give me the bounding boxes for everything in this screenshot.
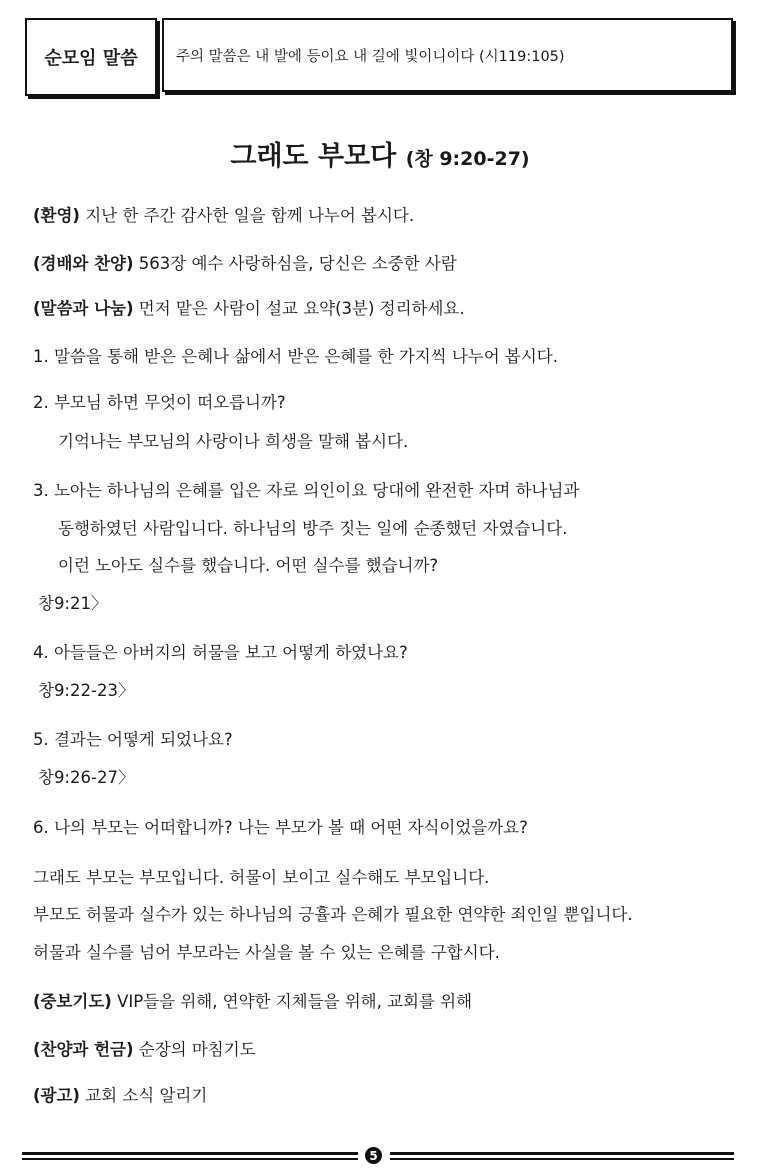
section-text: 순장의 마침기도 [133, 1040, 256, 1059]
section-word [33, 295, 465, 319]
question-6: 6. 나의 부모는 어떠합니까? 나는 부모가 볼 때 어떤 자식이었을까요? [33, 818, 528, 837]
question-2: 2. 부모님 하면 무엇이 떠오릅니까? [33, 393, 286, 412]
header-label: 순모임 말씀 [44, 48, 138, 69]
question-4-ref: 창9:22-23〉 [38, 681, 135, 700]
page-number: 5 [365, 1147, 382, 1164]
header [25, 18, 737, 96]
question-3-line2: 동행하였던 사람입니다. 하나님의 방주 짓는 일에 순종했던 자였습니다. [58, 519, 568, 538]
section-text: 563장 예수 사랑하심을, 당신은 소중한 사람 [133, 254, 457, 273]
page-title [0, 134, 760, 173]
question-4: 4. 아들들은 아버지의 허물을 보고 어떻게 하였나요? [33, 643, 408, 662]
section-label: (광고) [33, 1086, 80, 1105]
footer-rule-left [22, 1152, 358, 1160]
question-3-line3: 이런 노아도 실수를 했습니다. 어떤 실수를 했습니까? [58, 556, 439, 575]
header-verse: 주의 말씀은 내 발에 등이요 내 길에 빛이니이다 (시119:105) [176, 48, 565, 65]
header-label-box [25, 18, 157, 96]
header-verse-box [162, 18, 733, 92]
section-text: 교회 소식 알리기 [79, 1086, 208, 1105]
section-label: (중보기도) [33, 992, 112, 1011]
title-reference: (창 9:20-27) [405, 148, 530, 170]
section-text: VIP들을 위해, 연약한 지체들을 위해, 교회를 위해 [111, 992, 473, 1011]
footer-rule-right [390, 1152, 734, 1160]
section-label: (찬양과 헌금) [33, 1040, 134, 1059]
section-welcome [33, 202, 414, 226]
closing-announcements [33, 1082, 207, 1106]
section-worship [33, 250, 457, 274]
question-5: 5. 결과는 어떻게 되었나요? [33, 730, 233, 749]
summary-line-1: 그래도 부모는 부모입니다. 허물이 보이고 실수해도 부모입니다. [33, 868, 490, 887]
footer [22, 1147, 734, 1167]
summary-line-3: 허물과 실수를 넘어 부모라는 사실을 볼 수 있는 은혜를 구합시다. [33, 943, 500, 962]
question-5-ref: 창9:26-27〉 [38, 768, 135, 787]
section-label: (말씀과 나눔) [33, 299, 134, 318]
section-label: (환영) [33, 206, 80, 225]
summary-line-2: 부모도 허물과 실수가 있는 하나님의 긍휼과 은혜가 필요한 연약한 죄인일 뿐입니다. [33, 905, 633, 924]
question-1: 1. 말씀을 통해 받은 은혜나 삶에서 받은 은혜를 한 가지씩 나누어 봅시다. [33, 347, 558, 366]
question-3-ref: 창9:21〉 [38, 594, 108, 613]
closing-offering [33, 1036, 256, 1060]
title-main: 그래도 부모다 [230, 141, 397, 172]
section-text: 지난 한 주간 감사한 일을 함께 나누어 봅시다. [79, 206, 415, 225]
question-3: 3. 노아는 하나님의 은혜를 입은 자로 의인이요 당대에 완전한 자며 하나님과 [33, 481, 580, 500]
section-label: (경배와 찬양) [33, 254, 134, 273]
question-2-sub: 기억나는 부모님의 사랑이나 희생을 말해 봅시다. [58, 432, 409, 451]
closing-prayer [33, 988, 472, 1012]
section-text: 먼저 맡은 사람이 설교 요약(3분) 정리하세요. [133, 299, 465, 318]
